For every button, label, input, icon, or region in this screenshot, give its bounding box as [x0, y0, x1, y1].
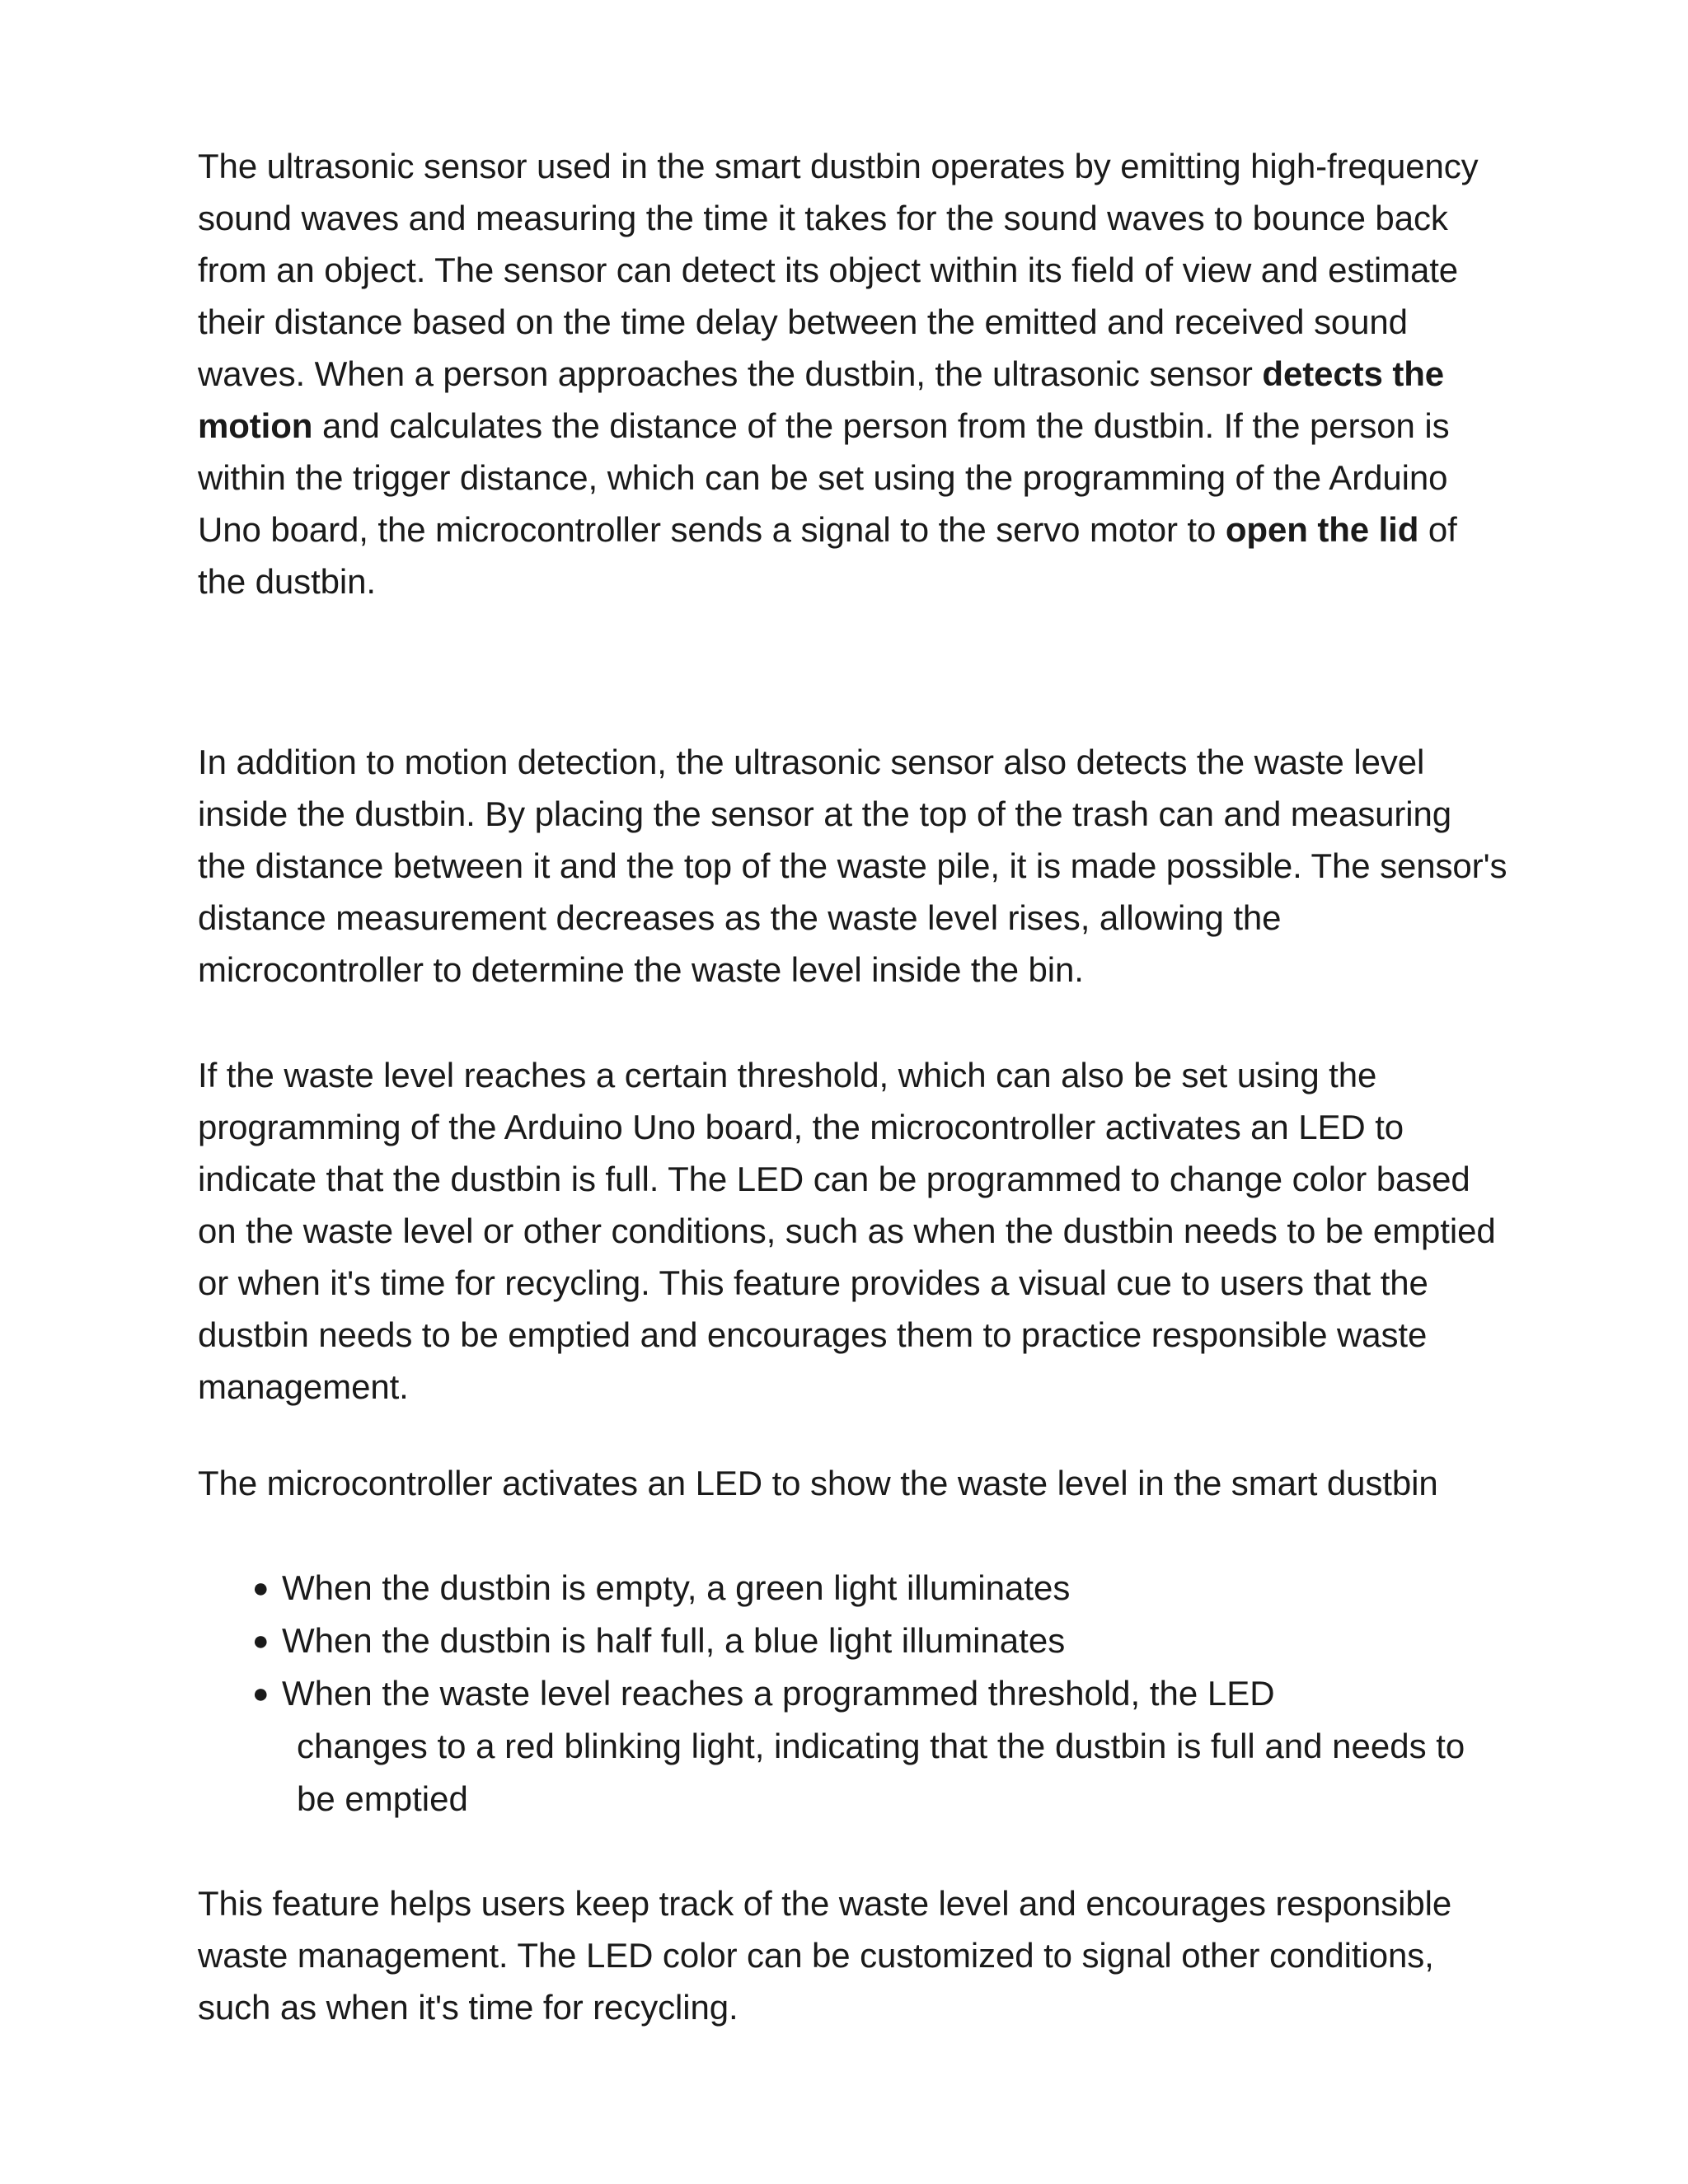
paragraph-text: of the dustbin. — [198, 510, 1457, 601]
paragraph-led-intro: The microcontroller activates an LED to show the waste level in the smart dustbin — [198, 1464, 1438, 1502]
bold-detects-motion: detects the motion — [198, 354, 1445, 445]
list-item-text: When the waste level reaches a programmed threshold, the LED — [282, 1674, 1275, 1713]
paragraph-text: The ultrasonic sensor used in the smart dustbin operates by emitting high-frequency sound waves and measuring the time it takes for the sound waves to bounce back from an object. The sensor can detect its object within its field of view and estimate their distance based on the time delay between the emitted and received sound waves. When a person approaches the dustbin, the ultrasonic sensor — [198, 147, 1479, 393]
list-item — [252, 1667, 1505, 1825]
paragraph-text: and calculates the distance of the person from the dustbin. If the person is within the trigger distance, which can be set using the programming of the Arduino Uno board, the microcontroller sends a signal to the servo motor to — [198, 406, 1450, 549]
paragraph-waste-level-detection: In addition to motion detection, the ultrasonic sensor also detects the waste level inside the dustbin. By placing the sensor at the top of the trash can and measuring the distance between it and the top of the waste pile, it is made possible. The sensor's distance measurement decreases as the waste level rises, allowing the microcontroller to determine the waste level inside the bin. — [198, 743, 1507, 989]
paragraph-threshold-led: If the waste level reaches a certain threshold, which can also be set using the programming of the Arduino Uno board, the microcontroller activates an LED to indicate that the dustbin is full. The LED can be programmed to change color based on the waste level or other conditions, such as when the dustbin needs to be emptied or when it's time for recycling. This feature provides a visual cue to users that the dustbin needs to be emptied and encourages them to practice responsible waste management. — [198, 1056, 1496, 1406]
list-item — [252, 1615, 1505, 1667]
bullet-icon: ● — [252, 1625, 270, 1657]
list-item-text-continued: changes to a red blinking light, indicating that the dustbin is full and needs to be emptied — [297, 1727, 1465, 1818]
list-item-text: When the dustbin is half full, a blue light illuminates — [282, 1621, 1066, 1660]
bullet-icon: ● — [252, 1678, 270, 1709]
list-item — [252, 1562, 1505, 1615]
led-status-list — [252, 1562, 1505, 1825]
paragraph-ultrasonic-sensor — [198, 140, 1508, 607]
paragraph-feature-summary: This feature helps users keep track of the waste level and encourages responsible waste management. The LED color can be customized to signal other conditions, such as when it's time for recycling. — [198, 1884, 1452, 2027]
bold-open-lid: open the lid — [1225, 510, 1419, 549]
document-page — [198, 0, 1508, 2184]
bullet-icon: ● — [252, 1572, 270, 1604]
list-item-text: When the dustbin is empty, a green light illuminates — [282, 1568, 1071, 1607]
